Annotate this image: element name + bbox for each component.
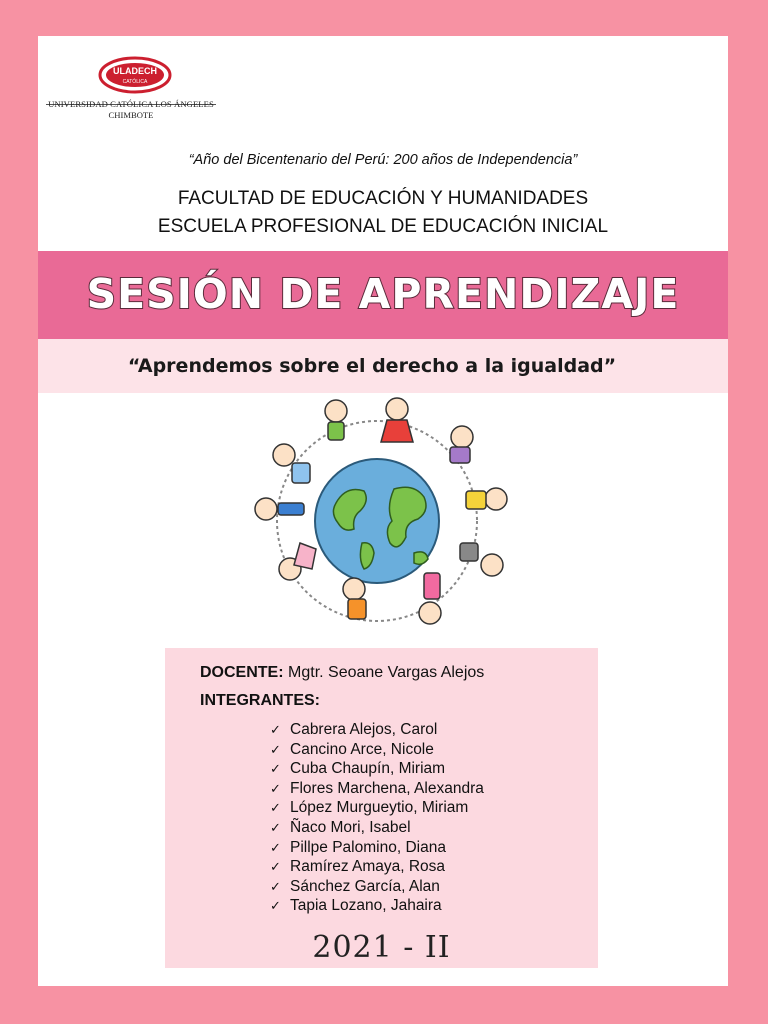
member-name: Ñaco Mori, Isabel bbox=[290, 818, 411, 836]
docente-row bbox=[200, 664, 484, 682]
document-page bbox=[38, 36, 728, 986]
uladech-logo-icon bbox=[98, 56, 172, 94]
member-name: Cuba Chaupín, Miriam bbox=[290, 760, 446, 778]
list-item bbox=[270, 798, 484, 818]
member-name: Flores Marchena, Alexandra bbox=[290, 779, 484, 797]
list-item bbox=[270, 838, 484, 858]
academic-period: 2021 - II bbox=[312, 930, 451, 965]
docente-name: Mgtr. Seoane Vargas Alejos bbox=[288, 664, 485, 681]
list-item bbox=[270, 896, 484, 916]
svg-text:CATÓLICA: CATÓLICA bbox=[122, 79, 148, 85]
member-name: López Murgueytio, Miriam bbox=[290, 799, 469, 817]
check-icon: ✓ bbox=[270, 762, 281, 778]
check-icon: ✓ bbox=[270, 820, 281, 836]
check-icon: ✓ bbox=[270, 723, 281, 738]
list-item bbox=[270, 857, 484, 877]
list-item bbox=[270, 818, 484, 838]
member-name: Pillpe Palomino, Diana bbox=[290, 838, 446, 856]
integrantes-label: INTEGRANTES: bbox=[200, 692, 320, 709]
check-icon: ✓ bbox=[270, 879, 281, 895]
member-name: Tapia Lozano, Jahaira bbox=[290, 897, 442, 915]
list-item bbox=[270, 759, 484, 779]
docente-label: DOCENTE: bbox=[200, 664, 284, 681]
svg-text:ULADECH: ULADECH bbox=[113, 66, 157, 76]
member-name: Ramírez Amaya, Rosa bbox=[290, 858, 446, 876]
check-icon: ✓ bbox=[270, 801, 281, 817]
check-icon: ✓ bbox=[270, 781, 281, 797]
list-item bbox=[270, 779, 484, 799]
university-city: CHIMBOTE bbox=[108, 110, 154, 120]
member-name: Cancino Arce, Nicole bbox=[290, 740, 434, 758]
faculty-name: FACULTAD DE EDUCACIÓN Y HUMANIDADES bbox=[177, 188, 589, 209]
list-item bbox=[270, 720, 484, 740]
university-name: UNIVERSIDAD CATÓLICA LOS ÁNGELES bbox=[48, 99, 214, 109]
check-icon: ✓ bbox=[270, 860, 281, 876]
year-motto: “Año del Bicentenario del Perú: 200 años de Independencia” bbox=[188, 152, 578, 168]
member-name: Cabrera Alejos, Carol bbox=[290, 721, 438, 738]
check-icon: ✓ bbox=[270, 899, 281, 915]
team-info-box bbox=[165, 648, 598, 968]
list-item bbox=[270, 740, 484, 760]
university-logo bbox=[46, 56, 216, 122]
list-item bbox=[270, 877, 484, 897]
school-name: ESCUELA PROFESIONAL DE EDUCACIÓN INICIAL bbox=[157, 216, 609, 237]
member-name: Sánchez García, Alan bbox=[290, 877, 440, 895]
document-title: SESIÓN DE APRENDIZAJE bbox=[86, 270, 680, 318]
check-icon: ✓ bbox=[270, 742, 281, 758]
members-list bbox=[270, 720, 484, 916]
children-around-globe-illustration bbox=[244, 393, 510, 643]
session-subtitle: “Aprendemos sobre el derecho a la igualdad” bbox=[127, 355, 617, 377]
check-icon: ✓ bbox=[270, 840, 281, 856]
